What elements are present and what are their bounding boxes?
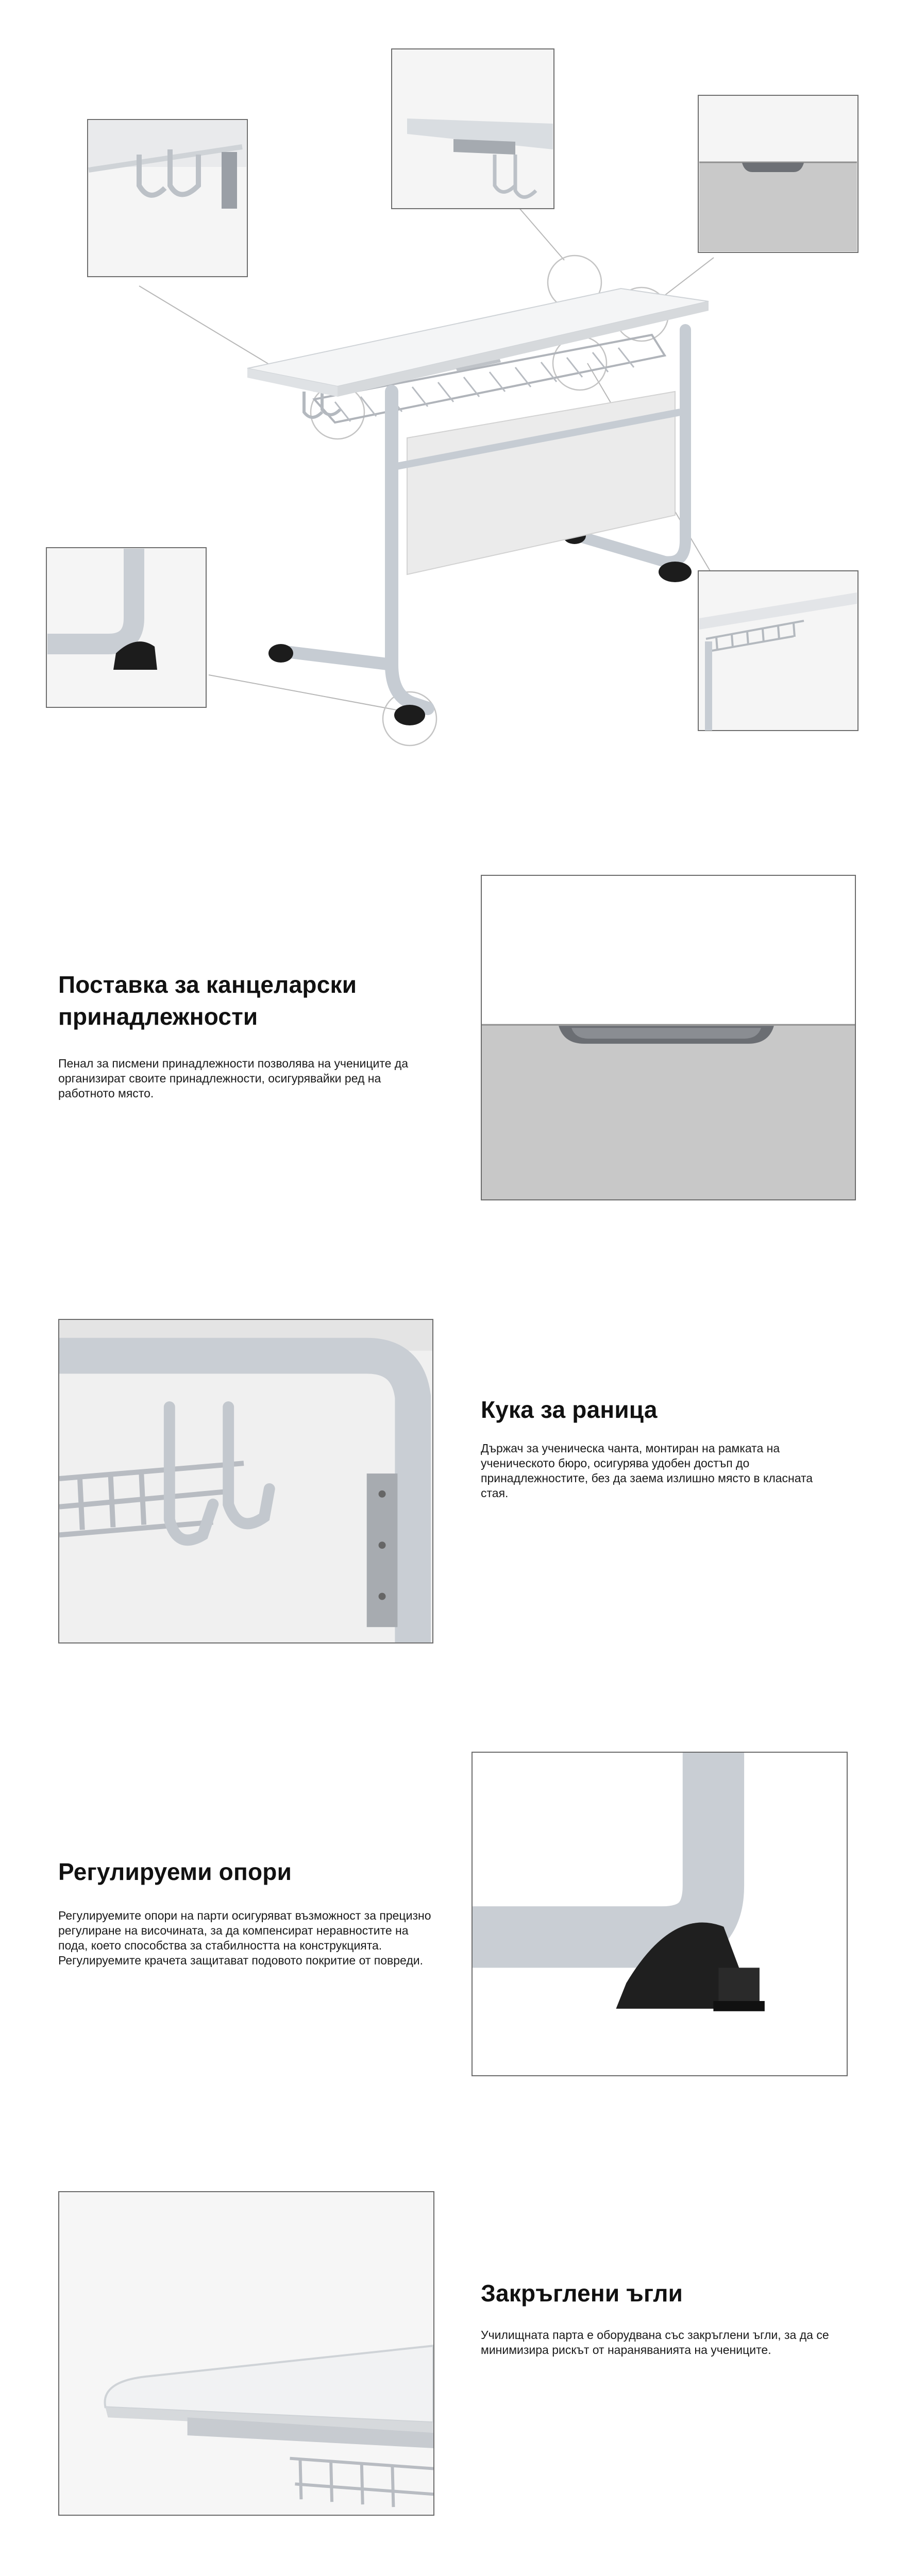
section-title: Закръглени ъгли [481, 2280, 683, 2307]
backpack-hook-image [58, 1319, 433, 1643]
section-pencil-holder [58, 969, 429, 1101]
section-title: Регулируеми опори [58, 1858, 292, 1885]
desk-overview-illustration [0, 0, 909, 773]
section-adjustable-feet [58, 1856, 440, 1968]
section-description: Училищната парта е оборудвана със закръглени ъгли, за да се минимизира рискът от нараняванията на учениците. [481, 2328, 829, 2357]
section-description: Регулируемите опори на парти осигуряват възможност за прецизно регулиране на височината, за да компенсират неравностите на пода, което способства за стабилността на конструкцията. Регулируемите крачета защитават подовото покритие от повреди. [58, 1909, 431, 1967]
section-title: Кука за раница [481, 1396, 658, 1423]
pencil-holder-image [481, 875, 856, 1200]
hero-desk-overview [0, 0, 909, 773]
rounded-corners-image [58, 2191, 434, 2516]
section-description: Държач за ученическа чанта, монтиран на рамката на ученическото бюро, осигурява удобен достъп до принадлежностите, без да заема излишно място в класната стая. [481, 1442, 813, 1500]
section-description: Пенал за писмени принадлежности позволява на учениците да организират своите принадлежности, осигурявайки ред на работното място. [58, 1057, 409, 1100]
section-title: Поставка за канцеларски принадлежности [58, 971, 357, 1030]
section-rounded-corners [481, 2277, 852, 2358]
section-backpack-hook [481, 1394, 841, 1501]
adjustable-feet-image [472, 1752, 848, 2076]
